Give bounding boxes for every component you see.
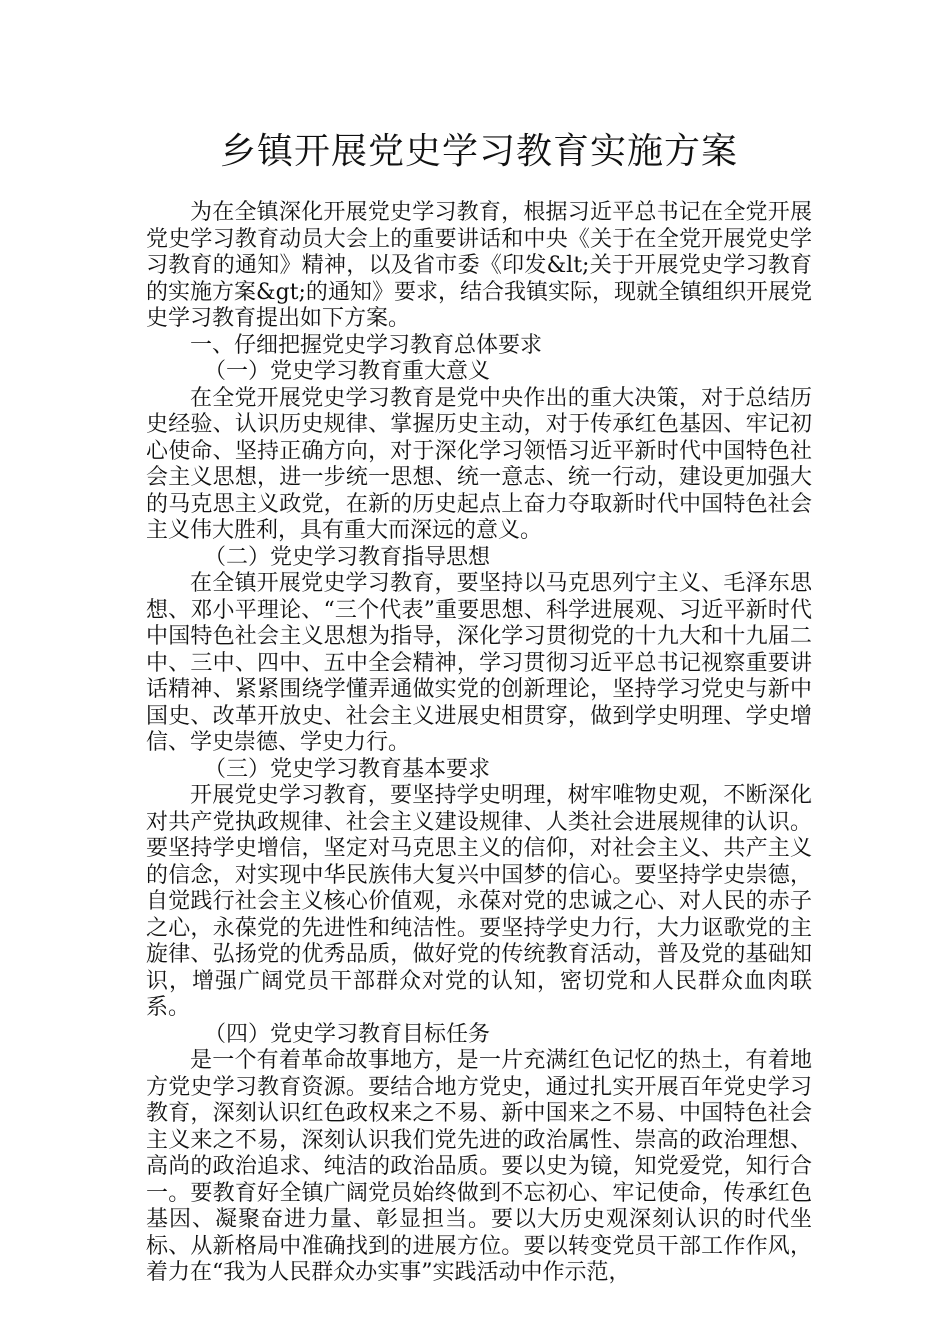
subsection-body-1: 在全党开展党史学习教育是党中央作出的重大决策，对于总结历史经验、认识历史规律、掌握历史主动，对于传承红色基因、牢记初心使命、坚持正确方向，对于深化学习领悟习近平新时代中国特色社会主义思想，进一步统一思想、统一意志、统一行动，建设更加强大的马克思主义政党，在新的历史起点上奋力夺取新时代中国特色社会主义伟大胜利，具有重大而深远的意义。 xyxy=(146,385,812,543)
subsection-body-2: 在全镇开展党史学习教育，要坚持以马克思列宁主义、毛泽东思想、邓小平理论、“三个代表”重要思想、科学进展观、习近平新时代中国特色社会主义思想为指导，深化学习贯彻党的十九大和十九届二中、三中、四中、五中全会精神，学习贯彻习近平总书记视察重要讲话精神、紧紧围绕学懂弄通做实党的创新理论，坚持学习党史与新中国史、改革开放史、社会主义进展史相贯穿，做到学史明理、学史增信、学史崇德、学史力行。 xyxy=(146,571,812,755)
subsection-heading-4: （四）党史学习教育目标任务 xyxy=(204,1021,491,1047)
subsection-body-3: 开展党史学习教育，要坚持学史明理，树牢唯物史观，不断深化对共产党执政规律、社会主义建设规律、人类社会进展规律的认识。要坚持学史增信，坚定对马克思主义的信仰，对社会主义、共产主义的信念，对实现中华民族伟大复兴中国梦的信心。要坚持学史崇德，自觉践行社会主义核心价值观，永葆对党的忠诚之心、对人民的赤子之心，永葆党的先进性和纯洁性。要坚持学史力行，大力讴歌党的主旋律、弘扬党的优秀品质，做好党的传统教育活动，普及党的基础知识，增强广阔党员干部群众对党的认知，密切党和人民群众血肉联系。 xyxy=(146,783,812,1020)
section-heading-1: 一、仔细把握党史学习教育总体要求 xyxy=(190,332,543,358)
document-title: 乡镇开展党史学习教育实施方案 xyxy=(219,131,738,172)
subsection-heading-1: （一）党史学习教育重大意义 xyxy=(204,359,491,384)
subsection-heading-3: （三）党史学习教育基本要求 xyxy=(204,756,491,782)
subsection-heading-2: （二）党史学习教育指导思想 xyxy=(204,544,491,570)
intro-paragraph: 为在全镇深化开展党史学习教育，根据习近平总书记在全党开展党史学习教育动员大会上的重要讲话和中央《关于在全党开展党史学习教育的通知》精神，以及省市委《印发&lt;关于开展党史学习教育的实施方案&gt;的通知》要求，结合我镇实际，现就全镇组织开展党史学习教育提出如下方案。 xyxy=(146,200,812,331)
document-page xyxy=(146,128,812,1287)
subsection-body-4: 是一个有着革命故事地方，是一片充满红色记忆的热土，有着地方党史学习教育资源。要结合地方党史，通过扎实开展百年党史学习教育，深刻认识红色政权来之不易、新中国来之不易、中国特色社会主义来之不易，深刻认识我们党先进的政治属性、崇高的政治理想、高尚的政治追求、纯洁的政治品质。要以史为镜，知党爱党，知行合一。要教育好全镇广阔党员始终做到不忘初心、牢记使命，传承红色基因、凝聚奋进力量、彰显担当。要以大历史观深刻认识的时代坐标、从新格局中准确找到的进展方位。要以转变党员干部工作作风，着力在“我为人民群众办实事”实践活动中作示范， xyxy=(146,1048,812,1285)
